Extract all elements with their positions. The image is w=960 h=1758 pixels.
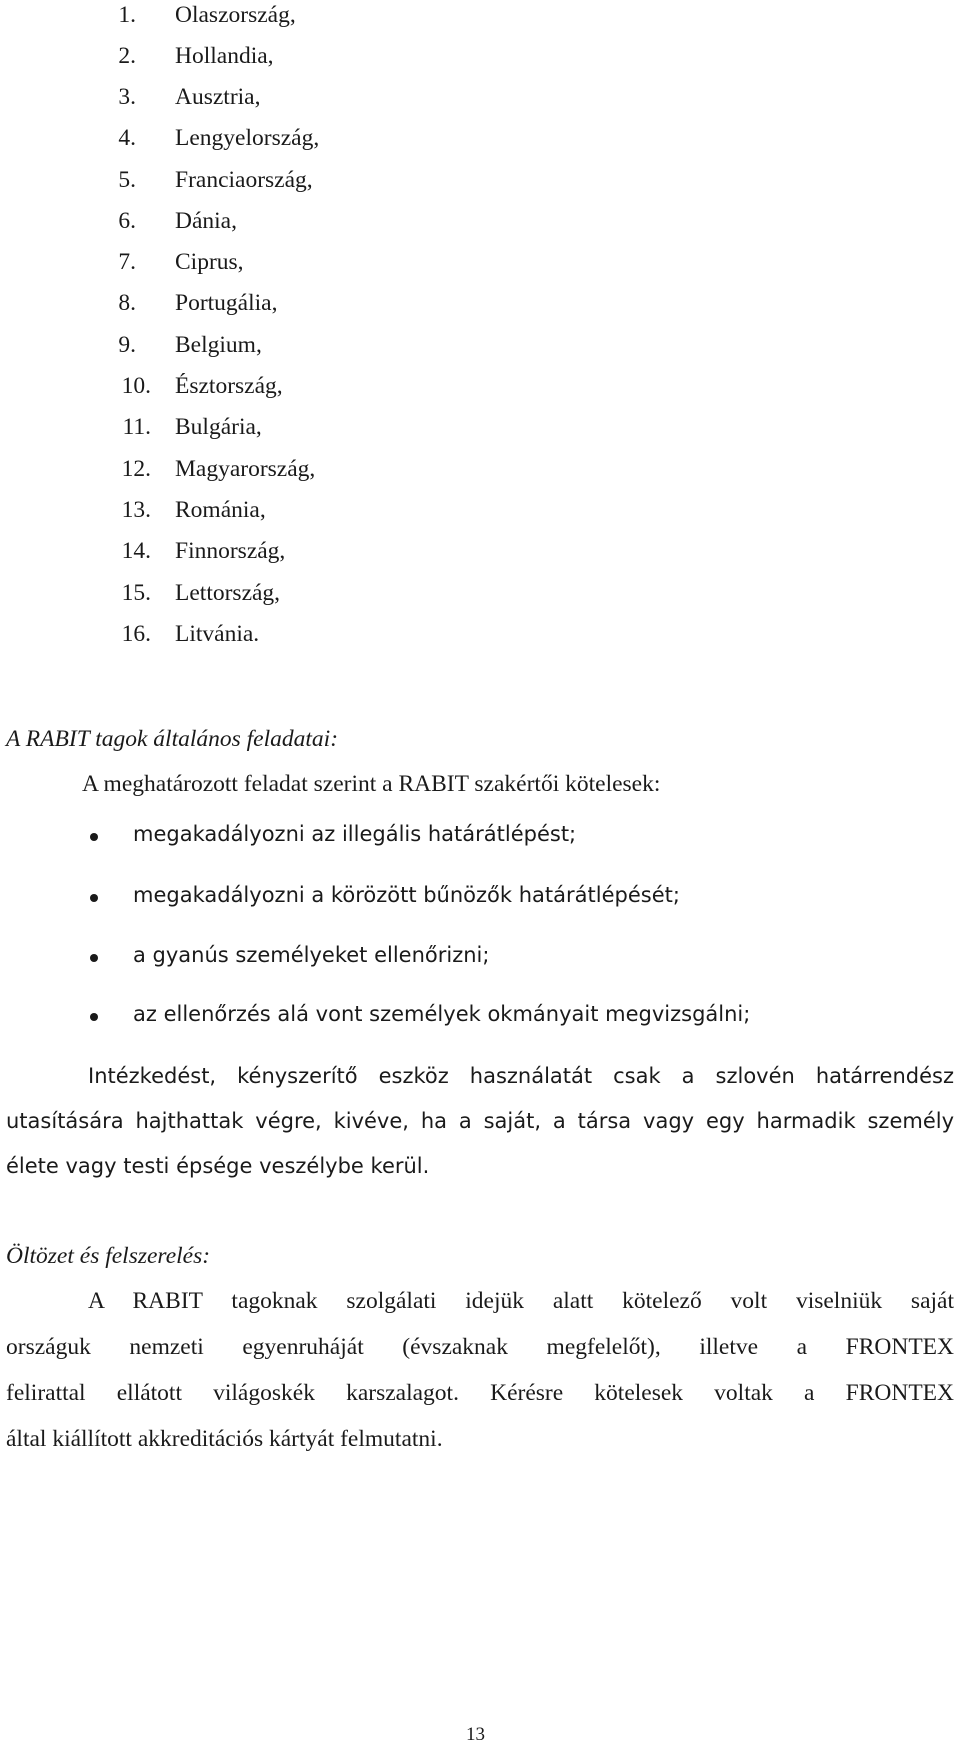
list-number: 9. xyxy=(118,332,136,358)
list-text: Ausztria, xyxy=(175,84,261,110)
list-text: Finnország, xyxy=(175,538,286,564)
list-number: 1. xyxy=(118,2,136,28)
list-number: 7. xyxy=(118,249,136,275)
paragraph-line: A RABIT tagoknak szolgálati idejük alatt kötelező volt viselniük saját xyxy=(88,1288,954,1314)
list-number: 13. xyxy=(121,497,151,523)
list-text: Olaszország, xyxy=(175,2,296,28)
paragraph-line: által kiállított akkreditációs kártyát felmutatni. xyxy=(6,1426,443,1452)
list-text: Portugália, xyxy=(175,290,278,316)
list-item xyxy=(0,941,960,971)
list-text: Dánia, xyxy=(175,208,237,234)
paragraph-line: utasítására hajthattak végre, kivéve, ha a saját, a társa vagy egy harmadik személy xyxy=(6,1109,954,1133)
list-item xyxy=(0,820,960,850)
list-number: 10. xyxy=(121,373,151,399)
section-heading: A RABIT tagok általános feladatai: xyxy=(6,726,339,752)
list-number: 12. xyxy=(121,456,151,482)
bullet-text: a gyanús személyeket ellenőrizni; xyxy=(133,943,490,967)
bullet-text: az ellenőrzés alá vont személyek okmányait megvizsgálni; xyxy=(133,1002,751,1026)
list-number: 3. xyxy=(118,84,136,110)
list-text: Lengyelország, xyxy=(175,125,320,151)
list-item xyxy=(0,881,960,911)
bullet-text: megakadályozni a körözött bűnözők határátlépését; xyxy=(133,883,680,907)
bullet-icon xyxy=(90,954,98,962)
list-number: 6. xyxy=(118,208,136,234)
list-text: Lettország, xyxy=(175,580,281,606)
list-text: Ciprus, xyxy=(175,249,244,275)
list-number: 2. xyxy=(118,43,136,69)
bullet-text: megakadályozni az illegális határátlépést; xyxy=(133,822,577,846)
list-text: Bulgária, xyxy=(175,414,262,440)
list-text: Belgium, xyxy=(175,332,262,358)
list-number: 5. xyxy=(118,167,136,193)
list-text: Románia, xyxy=(175,497,266,523)
list-text: Hollandia, xyxy=(175,43,274,69)
list-number: 16. xyxy=(121,621,151,647)
bullet-icon xyxy=(90,894,98,902)
bullet-icon xyxy=(90,1013,98,1021)
list-text: Magyarország, xyxy=(175,456,316,482)
paragraph-line: országuk nemzeti egyenruháját (évszaknak megfelelőt), illetve a FRONTEX xyxy=(6,1334,954,1360)
list-text: Franciaország, xyxy=(175,167,313,193)
section-intro: A meghatározott feladat szerint a RABIT szakértői kötelesek: xyxy=(82,771,661,797)
list-text: Észtország, xyxy=(175,373,283,399)
list-number: 11. xyxy=(122,414,151,440)
paragraph-line: felirattal ellátott világoskék karszalagot. Kérésre kötelesek voltak a FRONTEX xyxy=(6,1380,954,1406)
page-number: 13 xyxy=(466,1724,485,1745)
list-number: 4. xyxy=(118,125,136,151)
section-heading: Öltözet és felszerelés: xyxy=(6,1243,211,1269)
paragraph-line: élete vagy testi épsége veszélybe kerül. xyxy=(6,1154,430,1178)
list-number: 8. xyxy=(118,290,136,316)
list-item xyxy=(0,1000,960,1030)
paragraph-line: Intézkedést, kényszerítő eszköz használatát csak a szlovén határrendész xyxy=(88,1064,954,1088)
bullet-icon xyxy=(90,833,98,841)
list-text: Litvánia. xyxy=(175,621,260,647)
list-number: 14. xyxy=(121,538,151,564)
list-number: 15. xyxy=(121,580,151,606)
